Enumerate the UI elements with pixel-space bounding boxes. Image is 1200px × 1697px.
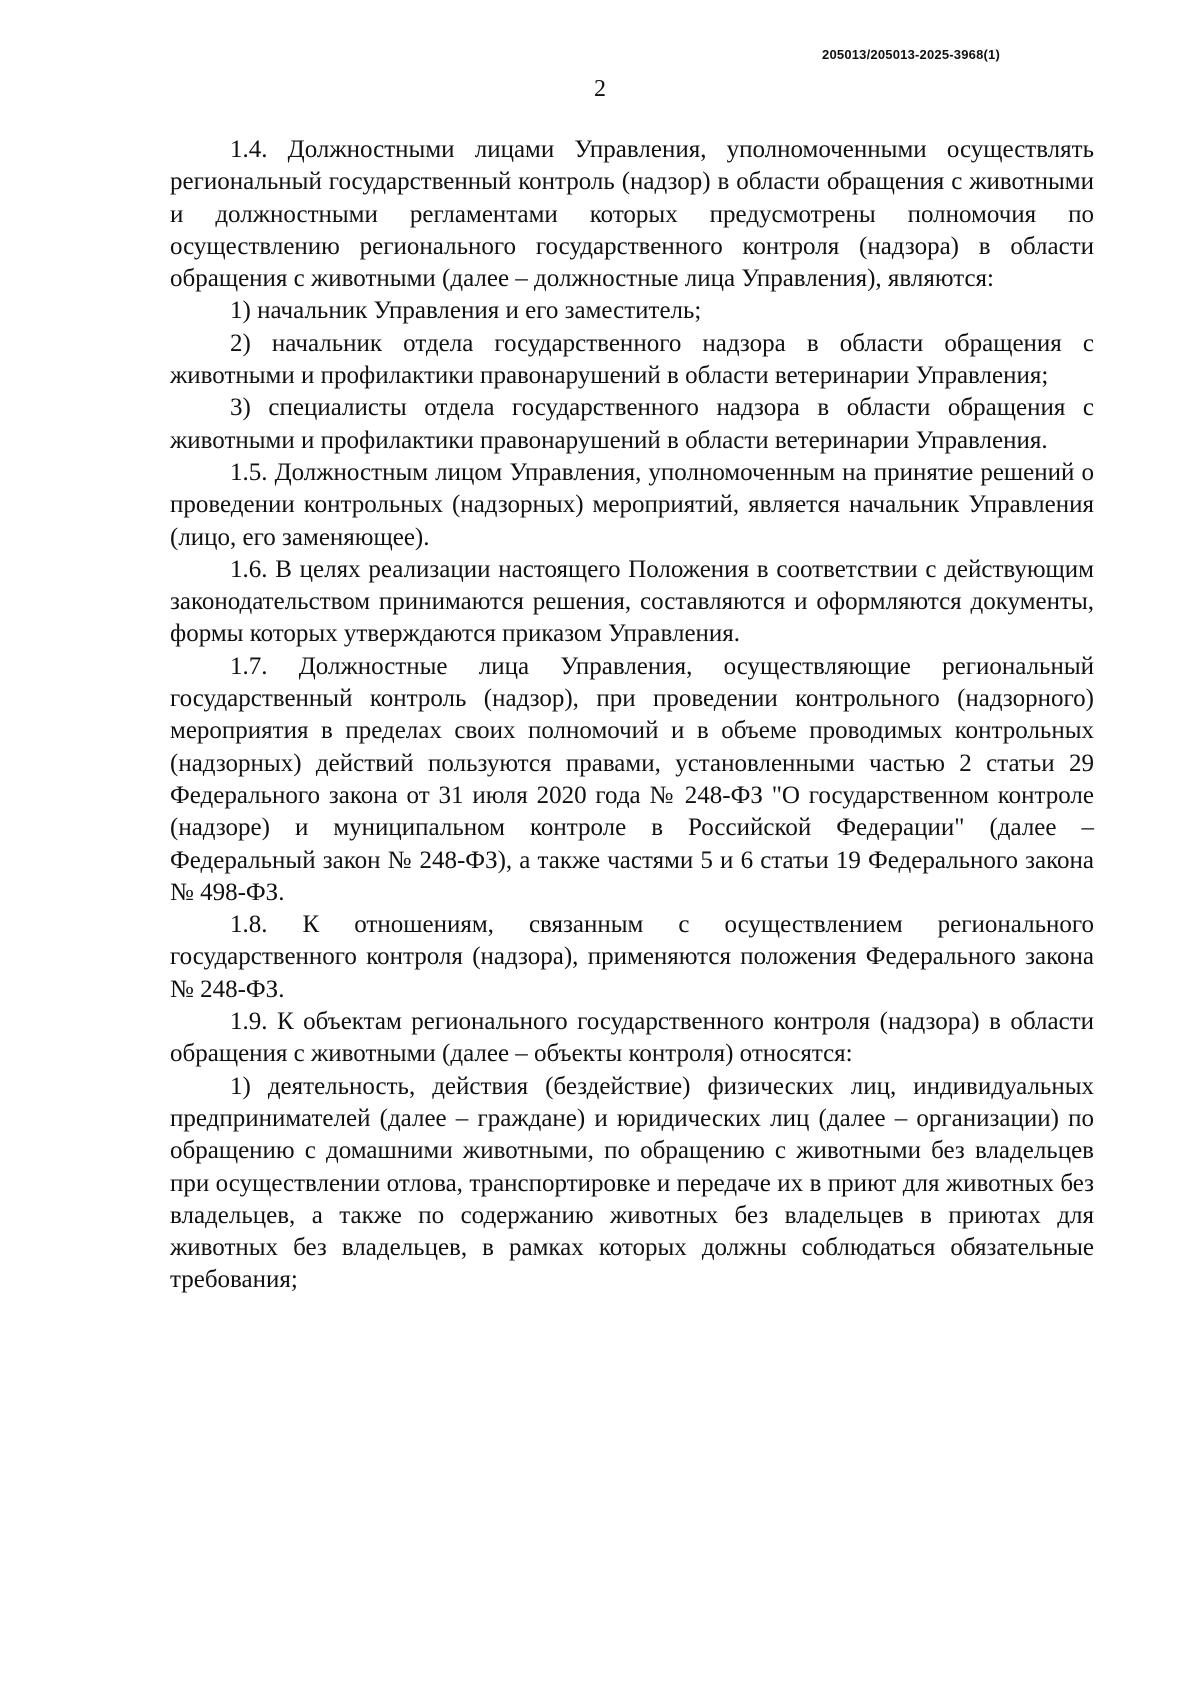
paragraph-1-9-item-1: 1) деятельность, действия (бездействие) физических лиц, индивидуальных предпринимателей (далее – граждане) и юридических лиц (далее – организации) по обращению с домашними животными, по обращению с животными без владельцев при осуществлении отлова, транспортировке и передаче их в приют для животных без владельцев, а также по содержанию животных без владельцев в приютах для животных без владельцев, в рамках которых должны соблюдаться обязательные требования; xyxy=(170,1072,1094,1294)
paragraph-1-5: 1.5. Должностным лицом Управления, уполномоченным на принятие решений о проведении контрольных (надзорных) мероприятий, является начальник Управления (лицо, его заменяющее). xyxy=(170,458,1094,551)
paragraph-1-4-item-1: 1) начальник Управления и его заместитель; xyxy=(230,297,702,325)
document-body xyxy=(170,134,1094,1297)
paragraph-1-4-item-2: 2) начальник отдела государственного надзора в области обращения с животными и профилактики правонарушений в области ветеринарии Управления; xyxy=(170,329,1094,390)
paragraph-1-9: 1.9. К объектам регионального государственного контроля (надзора) в области обращения с животными (далее – объекты контроля) относятся: xyxy=(170,1008,1094,1068)
paragraph-1-8: 1.8. К отношениям, связанным с осуществлением регионального государственного контроля (надзора), применяются положения Федерального закона № 248-ФЗ. xyxy=(170,911,1094,1003)
paragraph-1-7: 1.7. Должностные лица Управления, осуществляющие региональный государственный контроль (надзор), при проведении контрольного (надзорного) мероприятия в пределах своих полномочий и в объеме проводимых контрольных (надзорных) действий пользуются правами, установленными частью 2 статьи 29 Федерального закона от 31 июля 2020 года № 248-ФЗ "О государственном контроле (надзоре) и муниципальном контроле в Российской Федерации" (далее – Федеральный закон № 248-ФЗ), а также частями 5 и 6 статьи 19 Федерального закона № 498-ФЗ. xyxy=(170,652,1094,906)
page-number: 2 xyxy=(594,76,606,102)
paragraph-1-4: 1.4. Должностными лицами Управления, уполномоченными осуществлять региональный государственный контроль (надзор) в области обращения с животными и должностными регламентами которых предусмотрены полномочия по осуществлению регионального государственного контроля (надзора) в области обращения с животными (далее – должностные лица Управления), являются: xyxy=(170,136,1094,293)
document-id: 205013/205013-2025-3968(1) xyxy=(822,47,1000,62)
paragraph-1-4-item-3: 3) специалисты отдела государственного надзора в области обращения с животными и профилактики правонарушений в области ветеринарии Управления. xyxy=(170,394,1094,454)
paragraph-1-6: 1.6. В целях реализации настоящего Положения в соответствии с действующим законодательством принимаются решения, составляются и оформляются документы, формы которых утверждаются приказом Управления. xyxy=(170,555,1094,648)
